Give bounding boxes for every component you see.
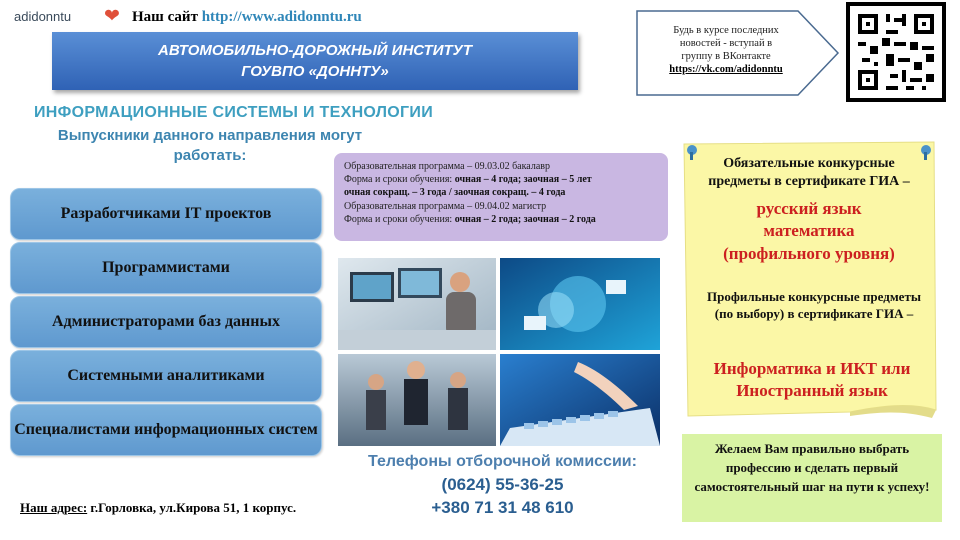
- vk-line-1: Будь в курсе последних: [673, 25, 779, 36]
- phone-number-2[interactable]: +380 71 31 48 610: [431, 498, 574, 517]
- vk-line-2: новостей - вступай в: [679, 38, 773, 49]
- page-title: ИНФОРМАЦИОННЫЕ СИСТЕМЫ И ТЕХНОЛОГИИ: [34, 104, 434, 121]
- site-url-link[interactable]: http://www.adidonntu.ru: [201, 9, 362, 25]
- page-subtitle: Выпускники данного направления могут работать:: [57, 127, 363, 164]
- job-box: Разработчиками IT проектов: [10, 188, 322, 240]
- mandatory-subject-3: (профильного уровня): [723, 244, 895, 263]
- qr-code: [846, 2, 946, 102]
- bachelor-forms: Форма и сроки обучения: очная – 4 года; заочная – 5 лет: [344, 174, 592, 186]
- logo-text: adidonntu: [14, 9, 72, 24]
- optional-subject-1: Информатика и ИКТ или: [713, 359, 911, 378]
- program-info-box: [334, 153, 668, 241]
- phone-number-1[interactable]: (0624) 55-36-25: [441, 475, 564, 494]
- master-program: Образовательная программа – 09.04.02 магистр: [344, 200, 547, 212]
- vk-callout-text: [646, 24, 806, 76]
- wish-box: Желаем Вам правильно выбрать профессию и сделать первый самостоятельный шаг на пути к успеху!: [682, 434, 942, 522]
- optional-subject-2: Иностранный язык: [736, 381, 888, 400]
- master-forms: Форма и сроки обучения: очная – 2 года; заочная – 2 года: [344, 213, 596, 225]
- vk-line-3: группу в ВКонтакте: [681, 51, 771, 62]
- it-photo-collage: [338, 258, 660, 446]
- bachelor-program: Образовательная программа – 09.03.02 бакалавр: [344, 161, 550, 172]
- site-label: Наш сайт: [132, 9, 198, 25]
- address-value: г.Горловка, ул.Кирова 51, 1 корпус.: [87, 500, 297, 515]
- address-line: [20, 500, 296, 516]
- address-label: Наш адрес:: [20, 500, 88, 515]
- optional-subjects-label: Профильные конкурсные предметы (по выбору) в сертификате ГИА –: [707, 289, 921, 321]
- site-line: [132, 9, 362, 26]
- job-box: Программистами: [10, 242, 322, 294]
- mandatory-subjects-label: Обязательные конкурсные предметы в сертификате ГИА –: [708, 156, 910, 189]
- mandatory-subject-1: русский язык: [756, 199, 862, 218]
- banner-line-2: ГОУВПО «ДОННТУ»: [241, 63, 389, 80]
- job-box: Специалистами информационных систем: [10, 404, 322, 456]
- job-box: Системными аналитиками: [10, 350, 322, 402]
- institute-banner: [52, 32, 578, 90]
- mandatory-subject-2: математика: [763, 221, 855, 240]
- banner-line-1: АВТОМОБИЛЬНО-ДОРОЖНЫЙ ИНСТИТУТ: [158, 42, 472, 59]
- qr-code-icon: [850, 6, 942, 98]
- bachelor-forms-extra: очная сокращ. – 3 года / заочная сокращ. – 4 года: [344, 187, 566, 199]
- job-box: Администраторами баз данных: [10, 296, 322, 348]
- phones-title: Телефоны отборочной комиссии:: [368, 453, 637, 470]
- vk-link[interactable]: https://vk.com/adidonntu: [669, 64, 783, 75]
- heart-icon: ❤: [104, 6, 120, 27]
